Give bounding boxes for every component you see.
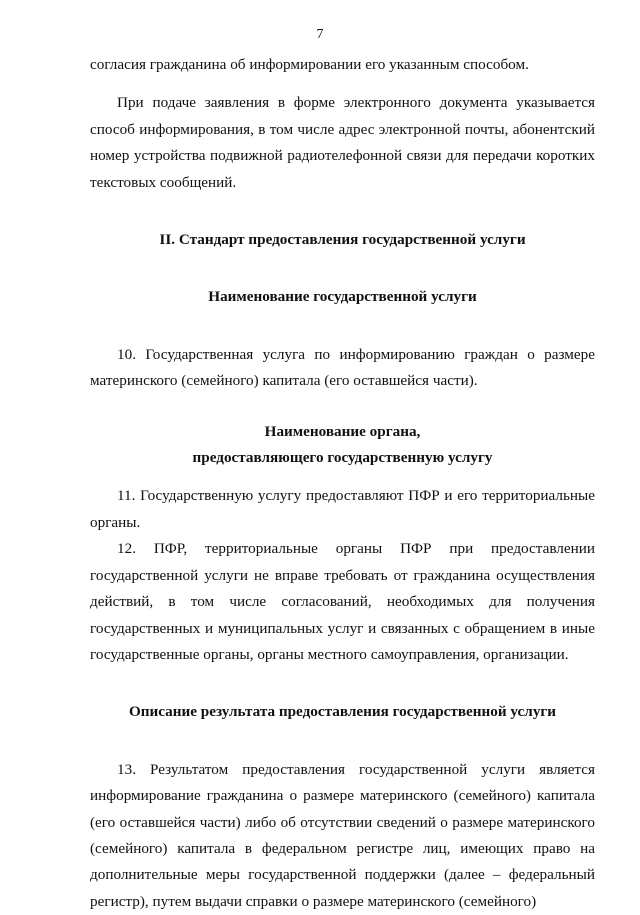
paragraph-13: 13. Результатом предоставления государственной услуги является информирование гражданина о размере материнского (семейного) капитала (его оставшейся части) либо об отсутствии сведений о размере материнского (семейного) капитала в федеральном регистре лиц, имеющих право на дополнительные меры государственной поддержки (далее – федеральный регистр), путем выдачи справки о размере материнского (семейного) xyxy=(90,760,595,910)
paragraph-10: 10. Государственная услуга по информированию граждан о размере материнского (семейного) капитала (его оставшейся части). xyxy=(90,345,595,390)
paragraph-11: 11. Государственную услугу предоставляют ПФР и его территориальные органы. xyxy=(90,487,595,531)
page-number: 7 xyxy=(316,27,324,42)
document-body xyxy=(90,52,595,915)
paragraph-12: 12. ПФР, территориальные органы ПФР при предоставлении государственной услуги не вправе требовать от гражданина осуществления действий, в том числе согласований, необходимых для получения государственных и муниципальных услуг и связанных с обращением в иные государственные органы, органы местного самоуправления, организации. xyxy=(90,540,595,663)
paragraph-electronic-application: При подаче заявления в форме электронного документа указывается способ информирования, в том числе адрес электронной почты, абонентский номер устройства подвижной радиотелефонной связи для передачи коротких текстовых сообщений. xyxy=(90,94,595,191)
section-heading: II. Стандарт предоставления государственной услуги xyxy=(159,231,526,249)
subheading-organ-line-1: Наименование органа, xyxy=(264,422,421,440)
subheading-result: Описание результата предоставления государственной услуги xyxy=(128,703,557,721)
subheading-organ-line-2: предоставляющего государственную услугу xyxy=(192,449,493,467)
subheading-service-name: Наименование государственной услуги xyxy=(208,288,477,306)
paragraph-consent: согласия гражданина об информировании его указанным способом. xyxy=(90,56,529,73)
